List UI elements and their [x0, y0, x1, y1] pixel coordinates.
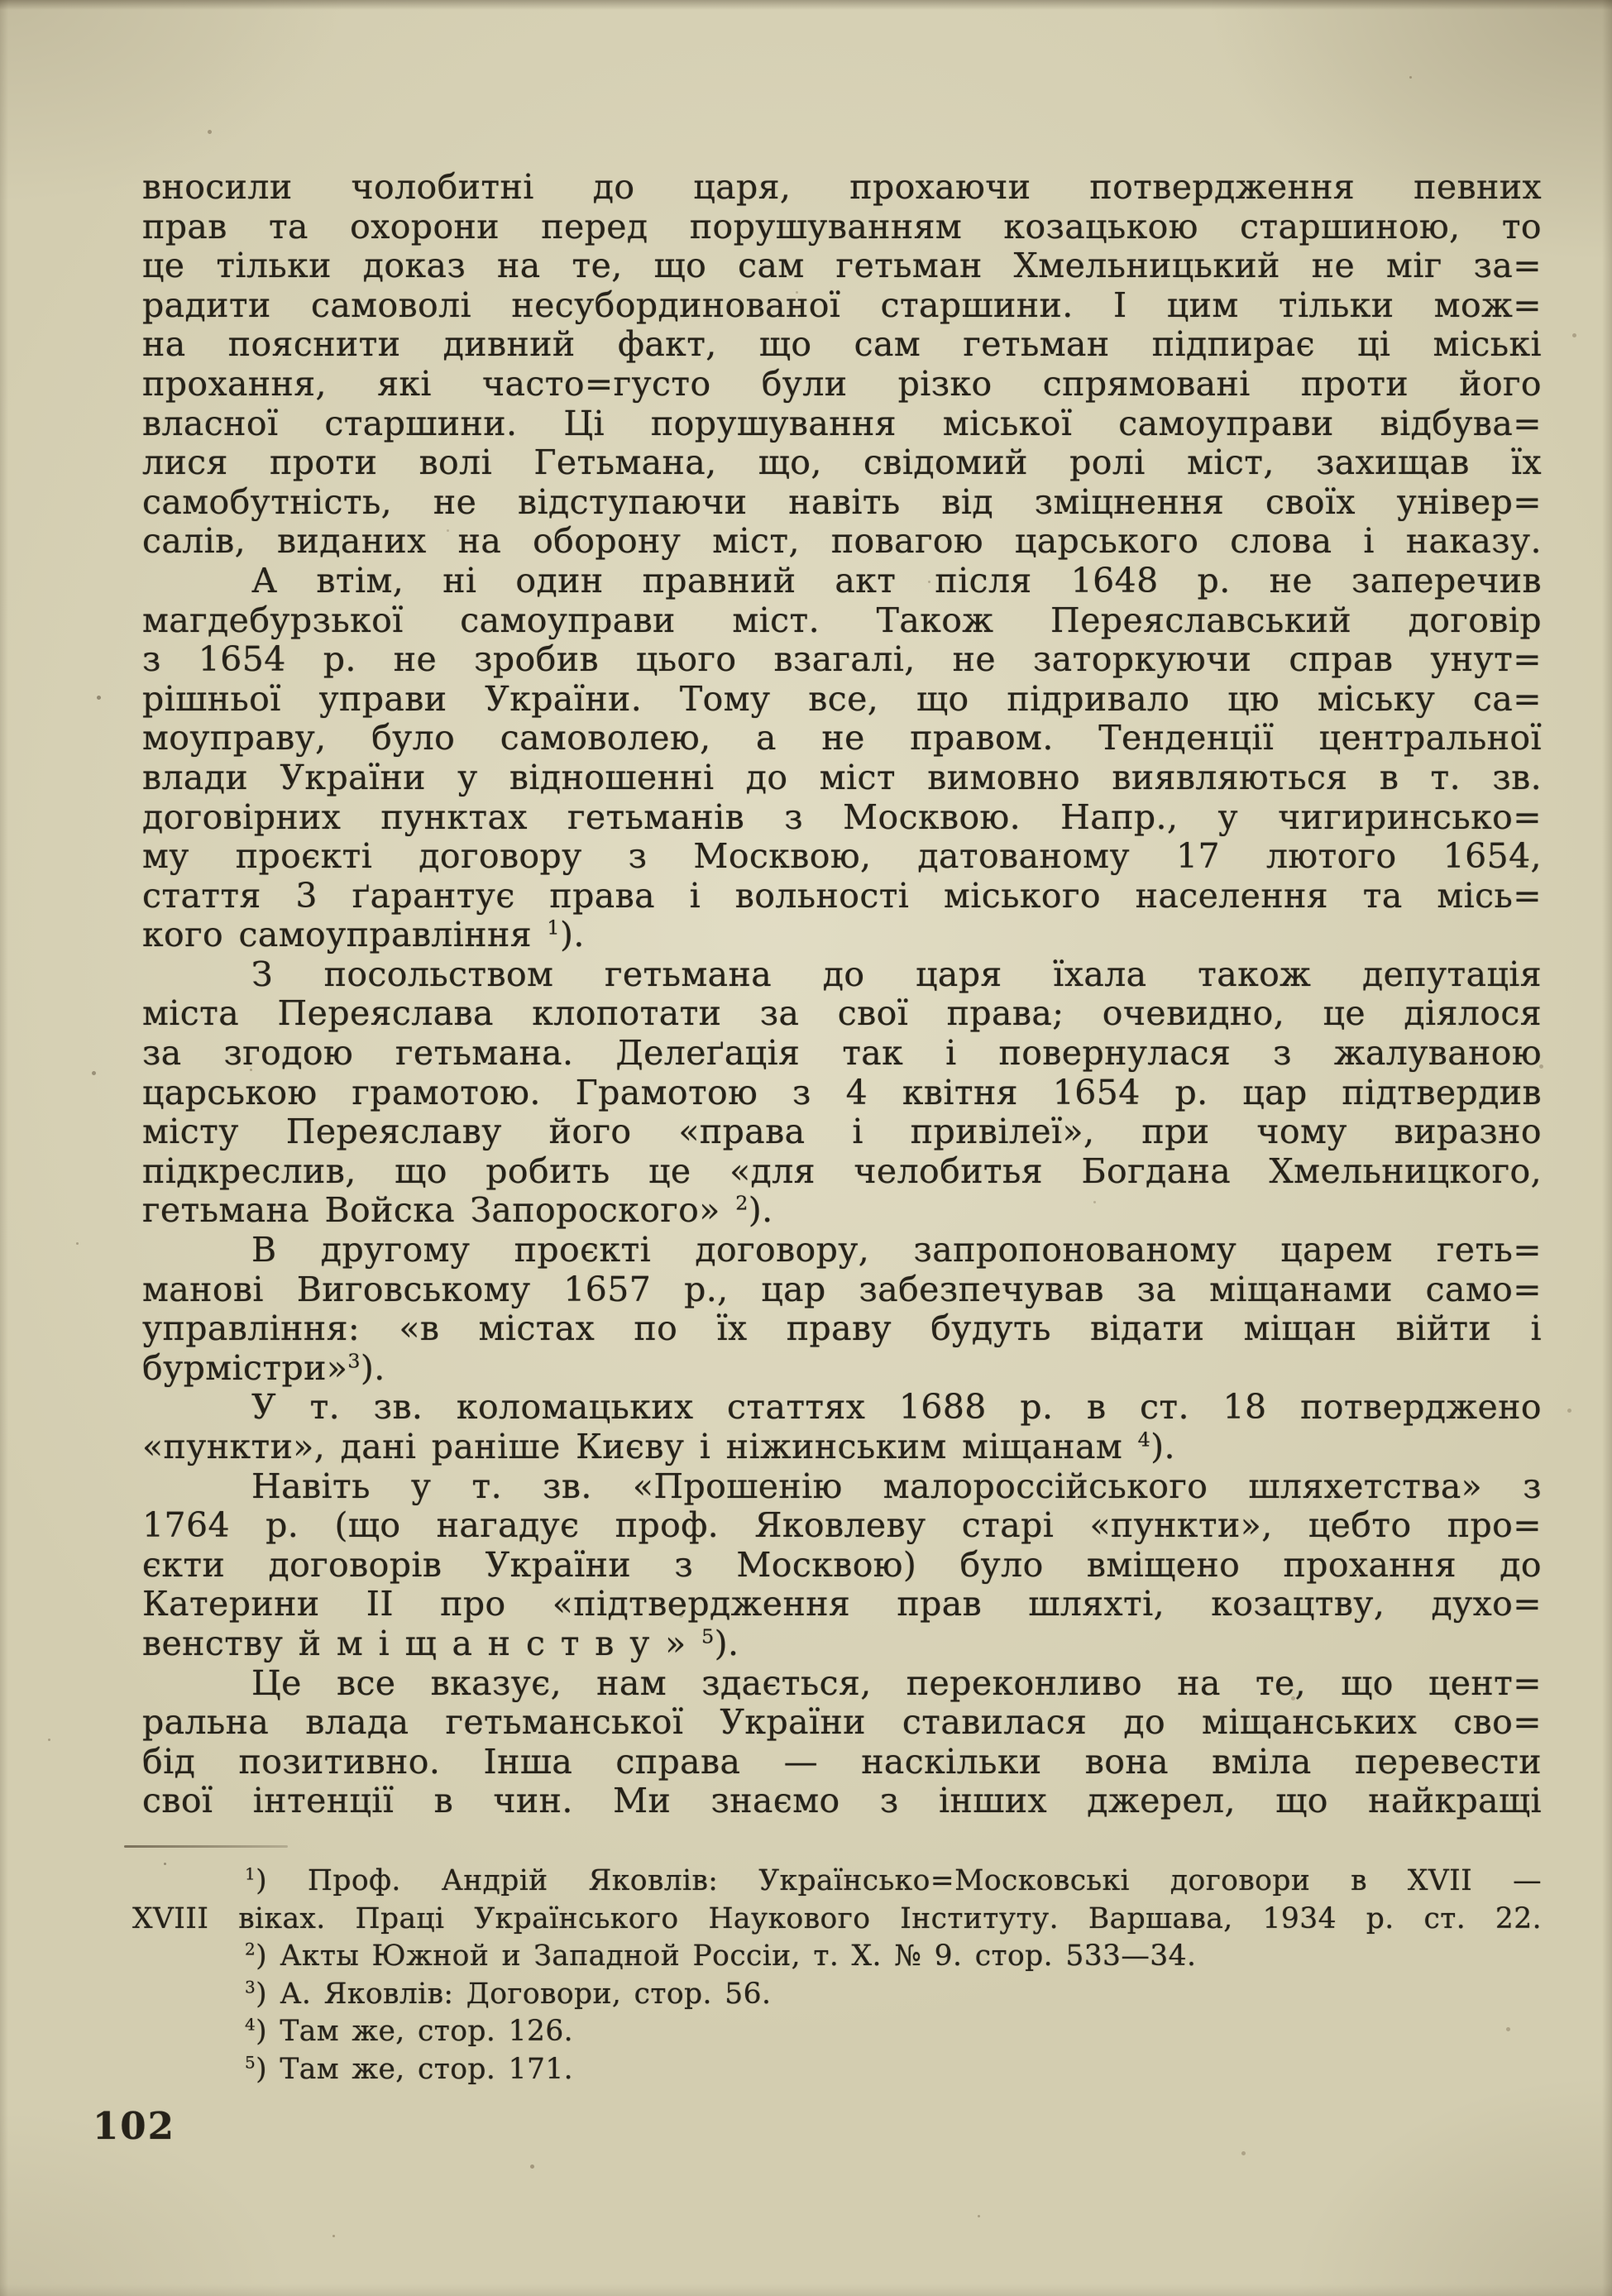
footnote-marker: 4 — [245, 2014, 256, 2035]
paragraph — [142, 168, 1542, 562]
text-line: за згодою гетьмана. Делеґація так і повернулася з жалуваною — [142, 1033, 1542, 1074]
text-line: З посольством гетьмана до царя їхала також депутація — [251, 954, 1542, 994]
paragraph — [142, 1664, 1542, 1821]
footnote-line: $^2$) Акты Южной и Западной Россіи, т. X. № 9. стор. 533—34. — [245, 1939, 1197, 1973]
text-line: магдебурзької самоуправи міст. Також Переяславський договір — [142, 600, 1542, 640]
text-line: венству й м і щ а н с т в у » $^5$). — [142, 1623, 739, 1663]
paragraph — [142, 1388, 1542, 1466]
footnotes — [132, 1863, 1542, 2088]
text-line: на пояснити дивний факт, що сам гетьман підпирає ці міські — [142, 324, 1542, 365]
footnote-line: $^4$) Там же, стор. 126. — [245, 2014, 574, 2048]
footnote-marker: 5 — [701, 1624, 715, 1648]
text-line: царською грамотою. Грамотою з 4 квітня 1654 р. цар підтвердив — [142, 1072, 1542, 1112]
text-line: Навіть у т. зв. «Прошенію малороссійського шляхетства» з — [251, 1466, 1542, 1506]
footnote-marker: 4 — [1137, 1428, 1151, 1452]
footnote-marker: 1 — [245, 1863, 256, 1884]
paragraph — [142, 1467, 1542, 1664]
text-line: лися проти волі Гетьмана, що, свідомий ролі міст, захищав їх — [142, 442, 1542, 483]
paper-speckles — [0, 0, 2, 2]
paragraph — [142, 562, 1542, 955]
footnote-line: $^1$) Проф. Андрій Яковлів: Українсько=Московські договори в XVII — — [245, 1863, 1542, 1897]
footnote-line: XVIII віках. Праці Українського Наукового Інституту. Варшава, 1934 р. ст. 22. — [132, 1901, 1542, 1935]
text-line: рішньої управи України. Тому все, що підривало цю міську са= — [142, 678, 1542, 719]
paragraph — [132, 1976, 1542, 2014]
paragraph — [132, 2013, 1542, 2051]
text-line: «пункти», дані раніше Києву і ніжинським міщанам $^4$). — [142, 1427, 1175, 1466]
text-line: самобутність, не відступаючи навіть від зміцнення своїх універ= — [142, 481, 1542, 522]
footnote-marker: 5 — [245, 2052, 256, 2072]
text-line: бурмістри»$^3$). — [142, 1347, 385, 1388]
footnote-marker: 3 — [245, 1977, 256, 1997]
text-line: салів, виданих на оборону міст, повагою царського слова і наказу. — [142, 521, 1542, 562]
text-line: вносили чолобитні до царя, прохаючи потвердження певних — [142, 167, 1542, 207]
text-line: міста Переяслава клопотати за свої права; очевидно, це діялося — [142, 993, 1542, 1034]
text-line: свої інтенції в чин. Ми знаємо з інших джерел, що найкращі — [142, 1781, 1542, 1821]
paragraph — [142, 1231, 1542, 1388]
text-line: стаття 3 ґарантує права і вольності міського населення та місь= — [142, 875, 1542, 916]
text-line: У т. зв. коломацьких статтях 1688 р. в ст. 18 потверджено — [251, 1387, 1542, 1428]
text-line: підкреслив, що робить це «для челобитья Богдана Хмельницкого, — [142, 1150, 1542, 1191]
text-line: му проєкті договору з Москвою, датованому 17 лютого 1654, — [142, 836, 1542, 877]
paragraph — [142, 955, 1542, 1231]
text-line: бід позитивно. Інша справа — наскільки вона вміла перевести — [142, 1741, 1542, 1782]
paragraph — [132, 1938, 1542, 1976]
paragraph — [132, 2051, 1542, 2089]
text-line: гетьмана Войска Запороского» $^2$). — [142, 1190, 773, 1231]
text-line: радити самоволі несубординованої старшини. І цим тільки мож= — [142, 285, 1542, 325]
footnote-marker: 3 — [347, 1349, 361, 1373]
text-line: ральна влада гетьманської України ставилася до міщанських сво= — [142, 1702, 1542, 1743]
footnote-separator — [124, 1845, 288, 1848]
text-line: прохання, які часто=густо були різко спрямовані проти його — [142, 363, 1542, 404]
text-line: власної старшини. Ці порушування міської самоуправи відбува= — [142, 403, 1542, 443]
page-number: 102 — [93, 2104, 175, 2148]
footnote-marker: 2 — [245, 1939, 256, 1959]
footnote-marker: 1 — [547, 916, 560, 940]
footnote-line: $^5$) Там же, стор. 171. — [245, 2052, 574, 2086]
text-line: В другому проєкті договору, запропонованому царем геть= — [251, 1230, 1542, 1270]
text-line: прав та охорони перед порушуванням козацькою старшиною, то — [142, 206, 1542, 246]
text-line: Катерини II про «підтвердження прав шляхті, козацтву, духо= — [142, 1584, 1542, 1624]
text-line: Це все вказує, нам здається, переконливо на те, що цент= — [251, 1662, 1542, 1703]
text-line: з 1654 р. не зробив цього взагалі, не заторкуючи справ унут= — [142, 639, 1542, 680]
text-line: кого самоуправління $^1$). — [142, 915, 585, 955]
text-line: управління: «в містах по їх праву будуть відати міщан війти і — [142, 1308, 1542, 1349]
footnote-marker: 2 — [735, 1191, 749, 1215]
text-line: 1764 р. (що нагадує проф. Яковлеву старі «пункти», цебто про= — [142, 1505, 1542, 1546]
page-text — [142, 168, 1542, 1821]
text-line: це тільки доказ на те, що сам гетьман Хмельницький не міг за= — [142, 246, 1542, 286]
text-line: місту Переяславу його «права і привілеї», при чому виразно — [142, 1112, 1542, 1152]
paragraph — [132, 1863, 1542, 1938]
text-line: манові Виговському 1657 р., цар забезпечував за міщанами само= — [142, 1269, 1542, 1309]
text-line: єкти договорів України з Москвою) було вміщено прохання до — [142, 1544, 1542, 1585]
text-line: моуправу, було самоволею, а не правом. Тенденції центральної — [142, 718, 1542, 758]
text-line: влади України у відношенні до міст вимовно виявляються в т. зв. — [142, 757, 1542, 797]
text-line: договірних пунктах гетьманів з Москвою. Напр., у чигиринсько= — [142, 796, 1542, 837]
text-line: А втім, ні один правний акт після 1648 р. не заперечив — [251, 560, 1542, 600]
footnote-line: $^3$) А. Яковлів: Договори, стор. 56. — [245, 1977, 772, 2011]
